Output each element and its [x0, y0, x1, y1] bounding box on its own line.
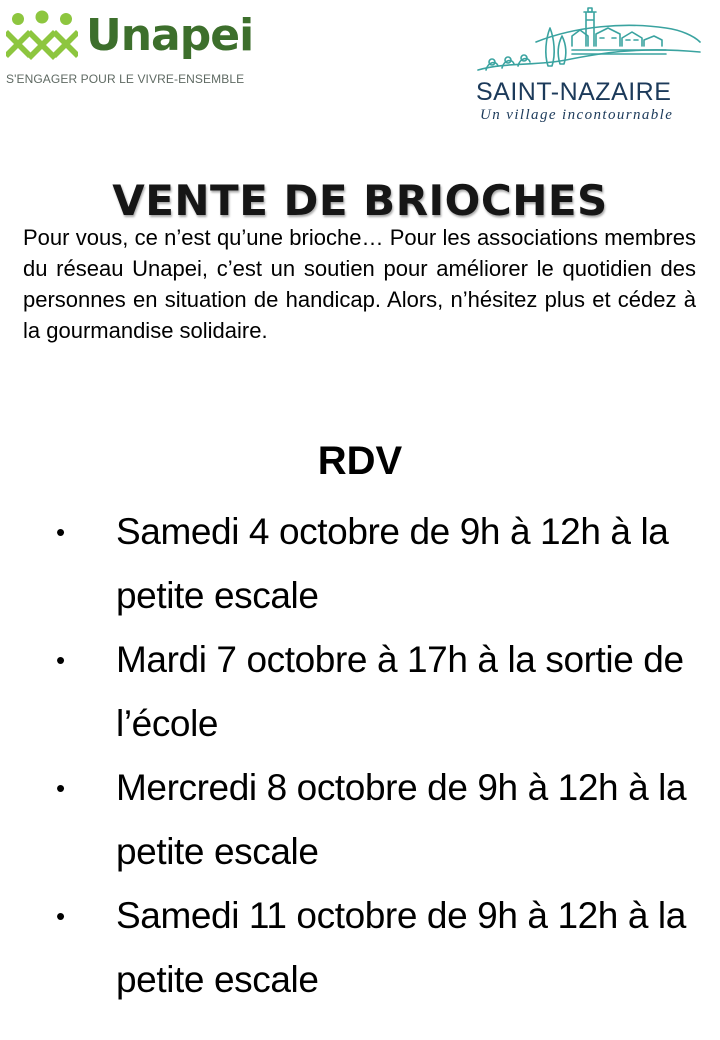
rdv-item [56, 628, 716, 756]
rdv-item [56, 500, 716, 628]
rdv-item-text: Samedi 4 octobre de 9h à 12h à la petite escale [116, 511, 669, 616]
rdv-item-text: Mercredi 8 octobre de 9h à 12h à la petite escale [116, 767, 687, 872]
bullet-icon: • [56, 901, 66, 931]
saint-nazaire-tagline: Un village incontournable [480, 107, 674, 123]
rdv-list [56, 500, 716, 1012]
village-skyline-drawing-icon [476, 6, 702, 80]
bullet-icon: • [56, 645, 66, 675]
bullet-icon: • [56, 773, 66, 803]
saint-nazaire-name: SAINT-NAZAIRE [476, 78, 672, 106]
rdv-item-text: Samedi 11 octobre de 9h à 12h à la petite escale [116, 895, 686, 1000]
unapei-logo [6, 8, 254, 90]
rdv-heading: RDV [317, 439, 403, 483]
intro-paragraph: Pour vous, ce n’est qu’une brioche… Pour les associations membres du réseau Unapei, c’est un soutien pour améliorer le quotidien des personnes en situation de handicap. Alors, n’hésitez plus et cédez à la gourmandise solidaire. [23, 225, 696, 343]
rdv-item [56, 884, 716, 1012]
saint-nazaire-logo [468, 6, 708, 126]
page-title: VENTE DE BRIOCHES [112, 176, 608, 226]
rdv-item [56, 756, 716, 884]
rdv-item-text: Mardi 7 octobre à 17h à la sortie de l’école [116, 639, 684, 744]
unapei-tagline: S'ENGAGER POUR LE VIVRE-ENSEMBLE [6, 72, 245, 86]
unapei-wordmark: Unapei [86, 10, 254, 61]
unapei-people-mark-icon [6, 10, 78, 64]
bullet-icon: • [56, 517, 66, 547]
